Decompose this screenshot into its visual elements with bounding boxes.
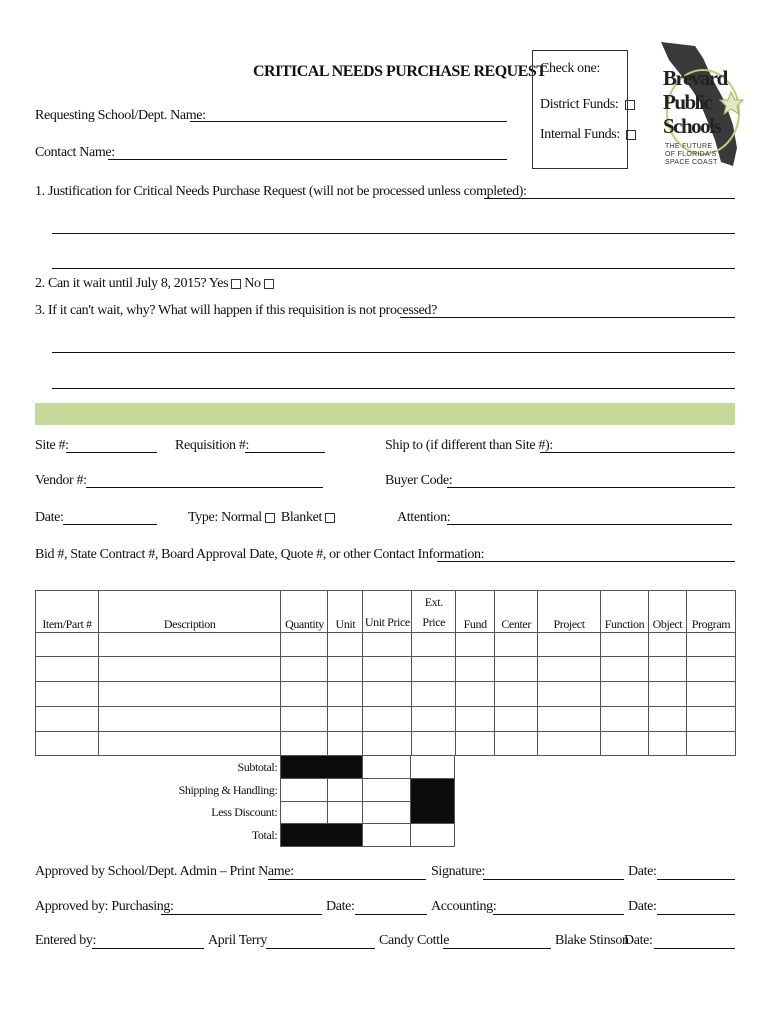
table-cell[interactable] xyxy=(328,682,363,707)
table-row[interactable] xyxy=(36,682,736,707)
table-cell[interactable] xyxy=(601,707,649,732)
table-cell[interactable] xyxy=(601,732,649,756)
district-funds-label: District Funds: xyxy=(540,97,619,112)
table-cell[interactable] xyxy=(495,732,538,756)
col-unit: Unit xyxy=(328,591,363,633)
table-row[interactable] xyxy=(36,707,736,732)
subtotal-unit-price-cell[interactable] xyxy=(363,756,411,779)
table-cell[interactable] xyxy=(328,707,363,732)
table-cell[interactable] xyxy=(36,633,99,657)
logo-tagline-3: SPACE COAST xyxy=(665,159,718,166)
why-field-line-1[interactable] xyxy=(400,317,735,318)
col-ext-price: Ext. Price xyxy=(412,591,456,633)
shipping-label: Shipping & Handling: xyxy=(178,782,278,797)
discount-unit-cell[interactable] xyxy=(328,802,363,824)
requisition-field[interactable] xyxy=(245,452,325,453)
table-cell[interactable] xyxy=(36,732,99,756)
shipping-unit-cell[interactable] xyxy=(328,779,363,802)
logo-tagline-2: OF FLORIDA'S xyxy=(665,151,717,158)
table-cell[interactable] xyxy=(98,682,281,707)
contact-name-label: Contact Name: xyxy=(35,145,115,160)
subtotal-label: Subtotal: xyxy=(237,759,278,774)
check-one-heading: Check one: xyxy=(540,61,600,76)
type-normal-checkbox[interactable] xyxy=(265,513,275,523)
table-row[interactable] xyxy=(36,657,736,682)
approver-name-3: Blake Stinson xyxy=(555,933,629,948)
discount-quantity-cell[interactable] xyxy=(281,802,328,824)
table-cell[interactable] xyxy=(363,707,412,732)
table-cell[interactable] xyxy=(601,682,649,707)
table-cell[interactable] xyxy=(456,633,495,657)
requesting-school-field[interactable] xyxy=(190,121,507,122)
entered-by-field-1[interactable] xyxy=(92,948,204,949)
total-ext-price-cell[interactable] xyxy=(411,824,455,847)
logo-line-3: Schools xyxy=(663,114,721,138)
purchasing-field[interactable] xyxy=(161,914,322,915)
total-label: Total: xyxy=(251,827,278,842)
approver-name-1: April Terry xyxy=(208,933,268,948)
table-cell[interactable] xyxy=(363,732,412,756)
col-quantity: Quantity xyxy=(281,591,328,633)
accounting-date-label: Date: xyxy=(628,899,657,914)
table-cell[interactable] xyxy=(648,682,686,707)
col-unit-price: Unit Price xyxy=(363,591,412,633)
col-object: Object xyxy=(648,591,686,633)
table-cell[interactable] xyxy=(495,707,538,732)
table-cell[interactable] xyxy=(36,707,99,732)
total-row xyxy=(100,824,455,847)
entered-date-label: Date: xyxy=(624,933,653,948)
table-header-row xyxy=(36,591,736,633)
table-cell[interactable] xyxy=(601,633,649,657)
wait-question xyxy=(35,276,277,292)
table-cell[interactable] xyxy=(98,633,281,657)
wait-yes-checkbox[interactable] xyxy=(231,279,241,289)
table-cell[interactable] xyxy=(686,657,735,682)
attention-label: Attention: xyxy=(397,510,451,525)
table-cell[interactable] xyxy=(686,682,735,707)
date-field[interactable] xyxy=(63,524,157,525)
shipping-quantity-cell[interactable] xyxy=(281,779,328,802)
wait-no-checkbox[interactable] xyxy=(264,279,274,289)
subtotal-row xyxy=(100,756,455,779)
signature-field[interactable] xyxy=(483,879,624,880)
justification-field-line-1[interactable] xyxy=(484,198,735,199)
table-cell[interactable] xyxy=(281,707,328,732)
contact-name-field[interactable] xyxy=(108,159,507,160)
discount-row xyxy=(100,802,455,824)
type-normal-label: Type: Normal xyxy=(188,510,262,525)
table-cell[interactable] xyxy=(648,707,686,732)
table-cell[interactable] xyxy=(328,633,363,657)
table-cell[interactable] xyxy=(495,682,538,707)
blacked-out-cell xyxy=(281,824,363,847)
ship-to-label: Ship to (if different than Site #): xyxy=(385,438,553,453)
type-option xyxy=(188,510,338,526)
table-cell[interactable] xyxy=(328,732,363,756)
table-cell[interactable] xyxy=(363,657,412,682)
col-program: Program xyxy=(686,591,735,633)
col-function: Function xyxy=(601,591,649,633)
attention-field[interactable] xyxy=(447,524,732,525)
why-question: 3. If it can't wait, why? What will happen if this requisition is not processed? xyxy=(35,303,437,318)
table-cell[interactable] xyxy=(456,657,495,682)
admin-date-label: Date: xyxy=(628,864,657,879)
table-cell[interactable] xyxy=(538,633,601,657)
bid-info-label: Bid #, State Contract #, Board Approval Date, Quote #, or other Contact Information: xyxy=(35,547,485,562)
accounting-date-field[interactable] xyxy=(657,914,735,915)
requisition-label: Requisition #: xyxy=(175,438,250,453)
col-item-part: Item/Part # xyxy=(36,591,99,633)
table-cell[interactable] xyxy=(412,657,456,682)
items-table xyxy=(35,590,736,756)
vendor-label: Vendor #: xyxy=(35,473,87,488)
table-cell[interactable] xyxy=(363,633,412,657)
admin-approval-label: Approved by School/Dept. Admin – Print Name: xyxy=(35,864,294,879)
justification-field-line-3[interactable] xyxy=(52,268,735,269)
table-cell[interactable] xyxy=(538,707,601,732)
col-center: Center xyxy=(495,591,538,633)
blacked-out-cell xyxy=(411,779,455,824)
accounting-field[interactable] xyxy=(493,914,624,915)
table-row[interactable] xyxy=(36,633,736,657)
check-one-box xyxy=(532,50,628,169)
table-cell[interactable] xyxy=(412,682,456,707)
table-cell[interactable] xyxy=(98,707,281,732)
table-cell[interactable] xyxy=(686,732,735,756)
entered-date-field[interactable] xyxy=(654,948,735,949)
table-cell[interactable] xyxy=(281,633,328,657)
col-project: Project xyxy=(538,591,601,633)
table-cell[interactable] xyxy=(36,657,99,682)
table-cell[interactable] xyxy=(686,707,735,732)
accounting-label: Accounting: xyxy=(431,899,497,914)
site-label: Site #: xyxy=(35,438,69,453)
ship-to-field[interactable] xyxy=(540,452,735,453)
entered-by-label: Entered by: xyxy=(35,933,97,948)
admin-date-field[interactable] xyxy=(657,879,735,880)
date-label: Date: xyxy=(35,510,64,525)
table-cell[interactable] xyxy=(495,633,538,657)
form-title: CRITICAL NEEDS PURCHASE REQUEST xyxy=(253,63,547,80)
table-cell[interactable] xyxy=(601,657,649,682)
logo-tagline-1: THE FUTURE xyxy=(665,143,713,150)
table-cell[interactable] xyxy=(648,732,686,756)
vendor-field[interactable] xyxy=(86,487,323,488)
table-cell[interactable] xyxy=(648,633,686,657)
site-field[interactable] xyxy=(66,452,157,453)
table-cell[interactable] xyxy=(412,732,456,756)
discount-unit-price-cell[interactable] xyxy=(363,802,411,824)
table-cell[interactable] xyxy=(456,732,495,756)
table-cell[interactable] xyxy=(36,682,99,707)
table-cell[interactable] xyxy=(98,732,281,756)
table-cell[interactable] xyxy=(538,732,601,756)
total-unit-price-cell[interactable] xyxy=(363,824,411,847)
table-cell[interactable] xyxy=(495,657,538,682)
justification-field-line-2[interactable] xyxy=(52,233,735,234)
shipping-row xyxy=(100,779,455,802)
purchasing-date-label: Date: xyxy=(326,899,355,914)
district-funds-option xyxy=(540,97,638,113)
type-blanket-label: Blanket xyxy=(280,510,323,525)
why-field-line-2[interactable] xyxy=(52,352,735,353)
table-cell[interactable] xyxy=(281,657,328,682)
admin-name-field[interactable] xyxy=(268,879,426,880)
approver-name-2: Candy Cottle xyxy=(379,933,450,948)
table-cell[interactable] xyxy=(328,657,363,682)
justification-question: 1. Justification for Critical Needs Purchase Request (will not be processed unless completed): xyxy=(35,184,527,199)
subtotal-ext-price-cell[interactable] xyxy=(411,756,455,779)
table-cell[interactable] xyxy=(648,657,686,682)
table-cell[interactable] xyxy=(98,657,281,682)
table-cell[interactable] xyxy=(686,633,735,657)
table-cell[interactable] xyxy=(281,732,328,756)
entered-by-field-3[interactable] xyxy=(443,948,551,949)
internal-funds-label: Internal Funds: xyxy=(540,127,620,142)
shipping-unit-price-cell[interactable] xyxy=(363,779,411,802)
logo-line-2: Public xyxy=(663,90,712,114)
buyer-code-field[interactable] xyxy=(447,487,735,488)
purchasing-label: Approved by: Purchasing: xyxy=(35,899,174,914)
col-description: Description xyxy=(98,591,281,633)
table-cell[interactable] xyxy=(538,682,601,707)
table-cell[interactable] xyxy=(363,682,412,707)
col-fund: Fund xyxy=(456,591,495,633)
why-field-line-3[interactable] xyxy=(52,388,735,389)
table-cell[interactable] xyxy=(281,682,328,707)
logo-line-1: Brevard xyxy=(663,66,727,90)
table-row[interactable] xyxy=(36,732,736,756)
totals-table xyxy=(100,755,455,847)
entered-by-field-2[interactable] xyxy=(266,948,375,949)
requesting-school-label: Requesting School/Dept. Name: xyxy=(35,108,206,123)
brevard-public-schools-logo xyxy=(633,40,745,170)
wait-question-label: 2. Can it wait until July 8, 2015? Yes xyxy=(35,276,229,291)
bid-info-field[interactable] xyxy=(437,561,735,562)
signature-label: Signature: xyxy=(431,864,486,879)
blacked-out-cell xyxy=(281,756,363,779)
purchasing-date-field[interactable] xyxy=(355,914,427,915)
table-cell[interactable] xyxy=(412,633,456,657)
table-cell[interactable] xyxy=(412,707,456,732)
buyer-code-label: Buyer Code: xyxy=(385,473,453,488)
wait-no-label: No xyxy=(244,276,261,291)
type-blanket-checkbox[interactable] xyxy=(325,513,335,523)
table-cell[interactable] xyxy=(538,657,601,682)
discount-label: Less Discount: xyxy=(211,805,278,819)
table-cell[interactable] xyxy=(456,682,495,707)
section-divider-bar xyxy=(35,403,735,425)
internal-funds-option xyxy=(540,127,639,143)
table-cell[interactable] xyxy=(456,707,495,732)
